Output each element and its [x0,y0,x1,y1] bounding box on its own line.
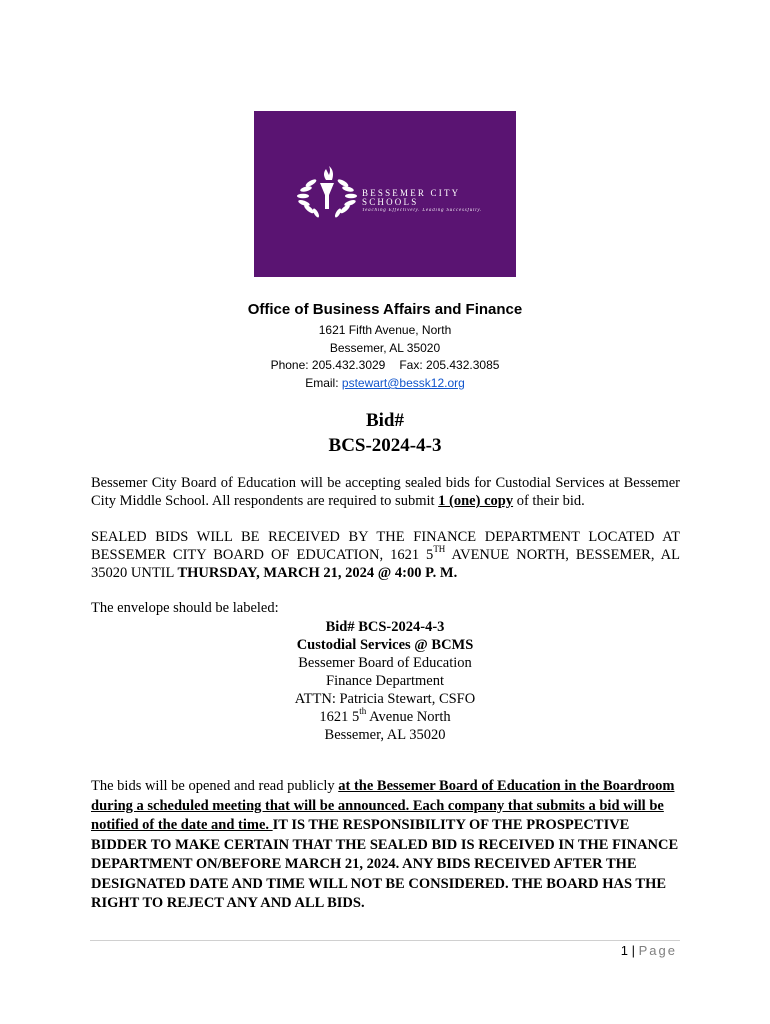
flame-shape [324,166,333,180]
opening-paragraph [91,777,680,914]
footer-separator: | [628,943,639,958]
office-title: Office of Business Affairs and Finance [247,301,523,318]
deadline-text-cont: AVENUE NORTH, BESSEMER, AL 35020 UNTIL [91,547,680,581]
opening-text: The bids will be opened and read publicly [91,778,339,794]
footer-divider [90,940,680,941]
envelope-label-block [0,618,770,744]
address-line-1: 1621 Fifth Avenue, North [318,323,452,337]
street-name: Avenue North [366,709,451,725]
opening-location: at the Bessemer Board of Education in the Boardroom during a scheduled meeting that will be announced. Each company that submits a bid will be notified of the date and time. [91,778,675,833]
deadline-text: SEALED BIDS WILL BE RECEIVED BY THE FINANCE DEPARTMENT LOCATED AT BESSEMER CITY BOARD OF EDUCATION, 1621 5 [91,529,680,563]
responsibility-notice: IT IS THE RESPONSIBILITY OF THE PROSPECTIVE BIDDER TO MAKE CERTAIN THAT THE SEALED BID IS RECEIVED IN THE FINANCE DEPARTMENT ON/BEFORE MARCH 21, 2024. ANY BIDS RECEIVED AFTER THE DESIGNATED DATE AND TIME WILL NOT BE CONSIDERED. THE BOARD HAS THE RIGHT TO REJECT ANY AND ALL BIDS. [91,817,679,911]
envelope-bid-number: Bid# BCS-2024-4-3 [325,619,445,635]
envelope-department: Finance Department [326,673,444,689]
contact-line [0,358,770,372]
street-suffix: th [359,706,367,717]
email-line [0,376,770,390]
envelope-service: Custodial Services @ BCMS [296,637,474,653]
page-number: 1 [620,943,629,958]
left-laurel-icon [297,178,320,218]
phone-number: Phone: 205.432.3029 [270,358,386,372]
fax-number: Fax: 205.432.3085 [399,358,500,372]
copy-count: 1 (one) copy [438,493,514,509]
page-label: Page [638,943,677,958]
logo-name: BESSEMER CITY SCHOOLS [362,188,461,207]
ordinal-suffix: TH [433,544,446,555]
page-footer [621,943,677,958]
logo-tagline: Teaching Effectively. Leading Successfully. [362,208,483,213]
address-line-2: Bessemer, AL 35020 [329,341,441,355]
envelope-intro: The envelope should be labeled: [91,600,279,616]
logo-wordmark [362,189,482,213]
bid-label: Bid# [365,410,405,431]
right-laurel-icon [334,178,357,218]
envelope-attn: ATTN: Patricia Stewart, CSFO [294,691,476,707]
intro-paragraph [91,474,680,510]
deadline-paragraph [91,528,680,582]
intro-text-end: of their bid. [513,493,585,509]
bid-number: BCS-2024-4-3 [328,435,442,456]
envelope-board: Bessemer Board of Education [298,655,472,671]
envelope-city: Bessemer, AL 35020 [324,727,446,743]
street-number: 1621 5 [319,709,360,725]
envelope-street [0,708,770,726]
deadline-date: THURSDAY, MARCH 21, 2024 @ 4:00 P. M. [177,565,458,581]
torch-handle [325,195,329,209]
email-link[interactable]: pstewart@bessk12.org [341,376,465,390]
torch-cup [320,183,334,195]
school-logo [254,111,516,277]
email-label: Email: [305,376,342,390]
intro-text: Bessemer City Board of Education will be accepting sealed bids for Custodial Services at Bessemer City Middle School. All respondents are required to submit [91,475,680,509]
